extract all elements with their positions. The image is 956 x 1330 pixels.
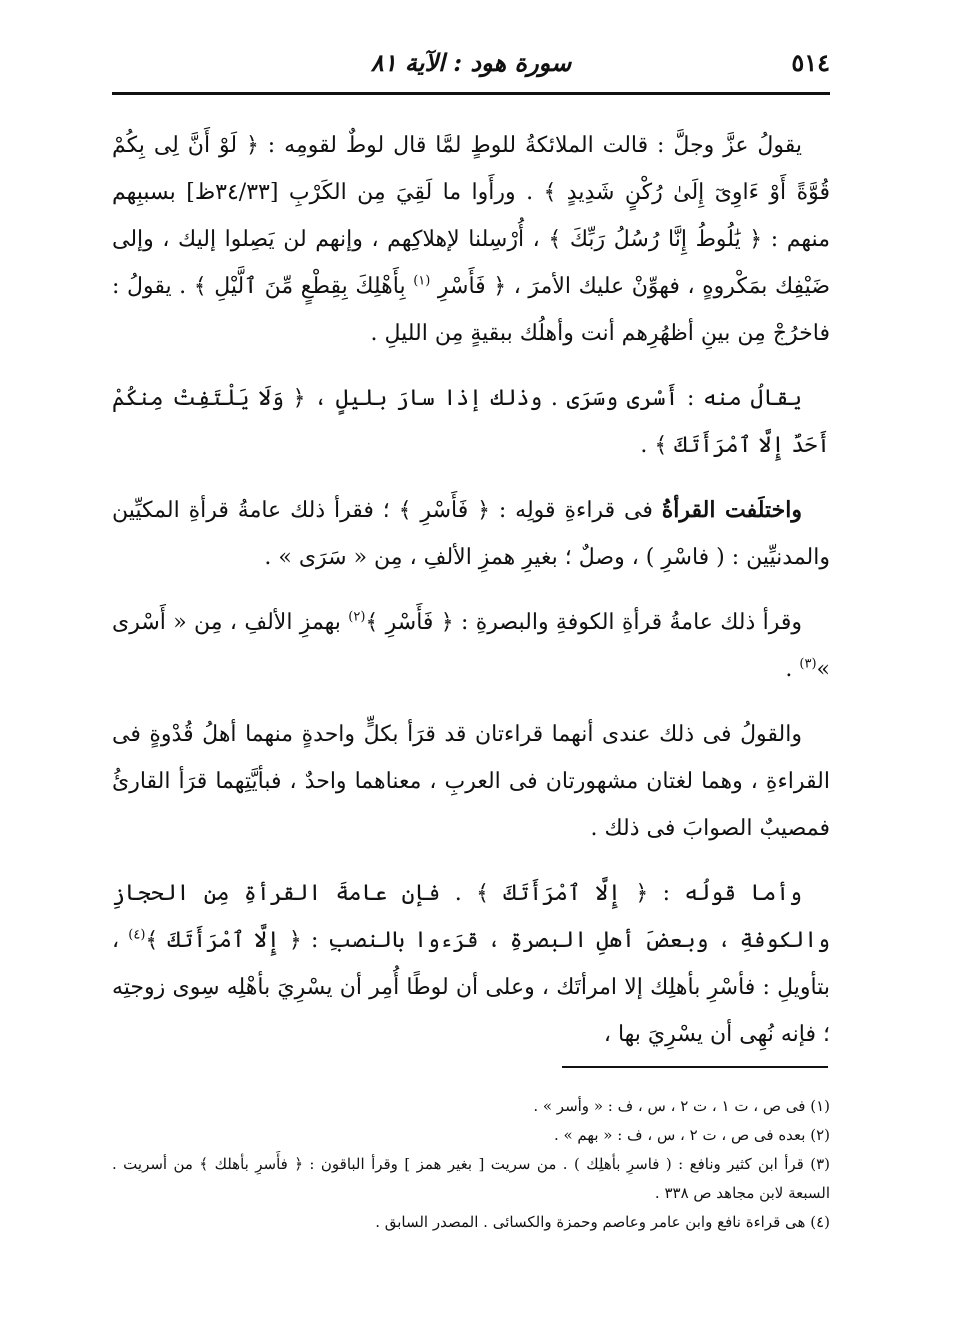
footnotes bbox=[112, 1092, 830, 1237]
paragraph-3 bbox=[112, 487, 830, 581]
footnote-1: (١) فى ص ، ت ١ ، ت ٢ ، س ، ف : « وأسر » . bbox=[533, 1097, 830, 1115]
footnote-2: (٢) بعده فى ص ، ت ٢ ، س ، ف : « بهم » . bbox=[553, 1126, 830, 1144]
paragraph-4-mid: بهمزِ الألفِ ، مِن « أَسْرى » bbox=[112, 610, 830, 682]
paragraph-6 bbox=[112, 870, 830, 1058]
paragraph-3-lead: واختلَفت القرأةُ bbox=[661, 497, 802, 523]
paragraph-6-end: ، بتأويلِ : فأسْرِ بأهلِك إلا امرأتَك ، وعلى أن لوطًا أُمِر أن يسْرِيَ بأهْلِه سِوى زوجتِه ؛ فإنه نُهِى أن يسْرِيَ بها ، bbox=[112, 928, 830, 1047]
paragraph-3-text: فى قراءةِ قولِه : ﴿ فَأَسْرِ ﴾ ؛ فقرأ ذلك عامةُ قرأةِ المكيِّين والمدنيِّين : ( فاسْرِ ) ، وصلٌ ؛ بغيرِ همزِ الألفِ ، مِن « سَرَى » . bbox=[112, 498, 830, 570]
paragraph-5: والقولُ فى ذلك عندى أنهما قراءتان قد قرَأ بكلٍّ واحدةٍ منهما أهلُ قُدْوةٍ فى القراءةِ ، وهما لغتان مشهورتان فى العربِ ، معناهما واحدٌ ، فبأيَّتِهما قرَأ القارئُ فمصيبٌ الصوابَ فى ذلك . bbox=[112, 722, 830, 841]
footnote-separator bbox=[562, 1066, 828, 1068]
main-text bbox=[112, 122, 830, 1076]
footnote-ref-3[interactable]: (٣) bbox=[799, 656, 817, 672]
paragraph-1-end: بِأَهْلِكَ بِقِطْعٍ مِّنَ ٱلَّيْلِ ﴾ . يقولُ : فاخرُجْ مِن بينِ أظهُرِهم أنت وأهلُك ببقيةٍ مِن الليلِ . bbox=[112, 274, 830, 346]
paragraph-6-text: وأما قولُه : ﴿ إِلَّا ٱمْرَأَتَكَ ﴾ . فإن عامةَ القرأةِ مِن الحجازِ والكوفةِ ، وبعضَ أهلِ البصرةِ ، قرَءوا بالنصبِ : ﴿ إِلَّا ٱمْرَأَتَكَ ﴾ bbox=[112, 881, 830, 953]
footnote-ref-4[interactable]: (٤) bbox=[128, 927, 146, 943]
paragraph-4 bbox=[112, 599, 830, 693]
footnote-4: (٤) هى قراءة نافع وابن عامر وعاصم وحمزة والكسائى . المصدر السابق . bbox=[375, 1213, 830, 1231]
footnote-3: (٣) قرأ ابن كثير ونافع : ( فاسرِ بأهلِك ) . من سريت [ بغير همز ] وقرأ الباقون : ﴿ فأَسرِ بأهلك ﴾ من أسريت . السبعة لابن مجاهد ص ٣٣٨ . bbox=[112, 1155, 830, 1202]
paragraph-1-text: يقولُ عزَّ وجلَّ : قالت الملائكةُ للوطٍ لمَّا قال لوطٌ لقومِه : ﴿ لَوْ أَنَّ لِى بِكُمْ قُوَّةً أَوْ ءَاوِىٓ إِلَىٰ رُكْنٍ شَدِيدٍ ﴾ . ورأَوا ما لَقِيَ مِن الكَرْبِ [٣٤/٣٣ظ] بسببِهم منهم : ﴿ يَٰلُوطُ إِنَّا رُسُلُ رَبِّكَ ﴾ ، أُرْسِلنا لإهلاكِهم ، وإنهم لن يَصِلوا إليك ، وإلى ضَيْفِك بمَكْروهٍ ، فهوِّنْ عليك الأمرَ ، ﴿ فَأَسْرِ bbox=[112, 133, 831, 299]
page-header bbox=[112, 42, 830, 95]
paragraph-4-text: وقرأ ذلك عامةُ قرأةِ الكوفةِ والبصرةِ : ﴿ فَأَسْرِ ﴾ bbox=[365, 610, 803, 635]
paragraph-1 bbox=[112, 122, 830, 357]
paragraph-4-end: . bbox=[785, 657, 793, 682]
footnote-ref-1[interactable]: (١) bbox=[413, 273, 431, 289]
paragraph-2: يقالُ منه : أَسْرى وسَرَى . وذلك إذا سارَ بليلٍ ، ﴿ وَلَا يَلْتَفِتْ مِنكُمْ أَحَدٌ إِلَّا ٱمْرَأَتَكَ ﴾ . bbox=[112, 386, 830, 458]
footnote-ref-2[interactable]: (٢) bbox=[348, 609, 366, 625]
page-number: ٥١٤ bbox=[791, 48, 830, 77]
running-title: سورة هود : الآية ٨١ bbox=[370, 48, 572, 77]
